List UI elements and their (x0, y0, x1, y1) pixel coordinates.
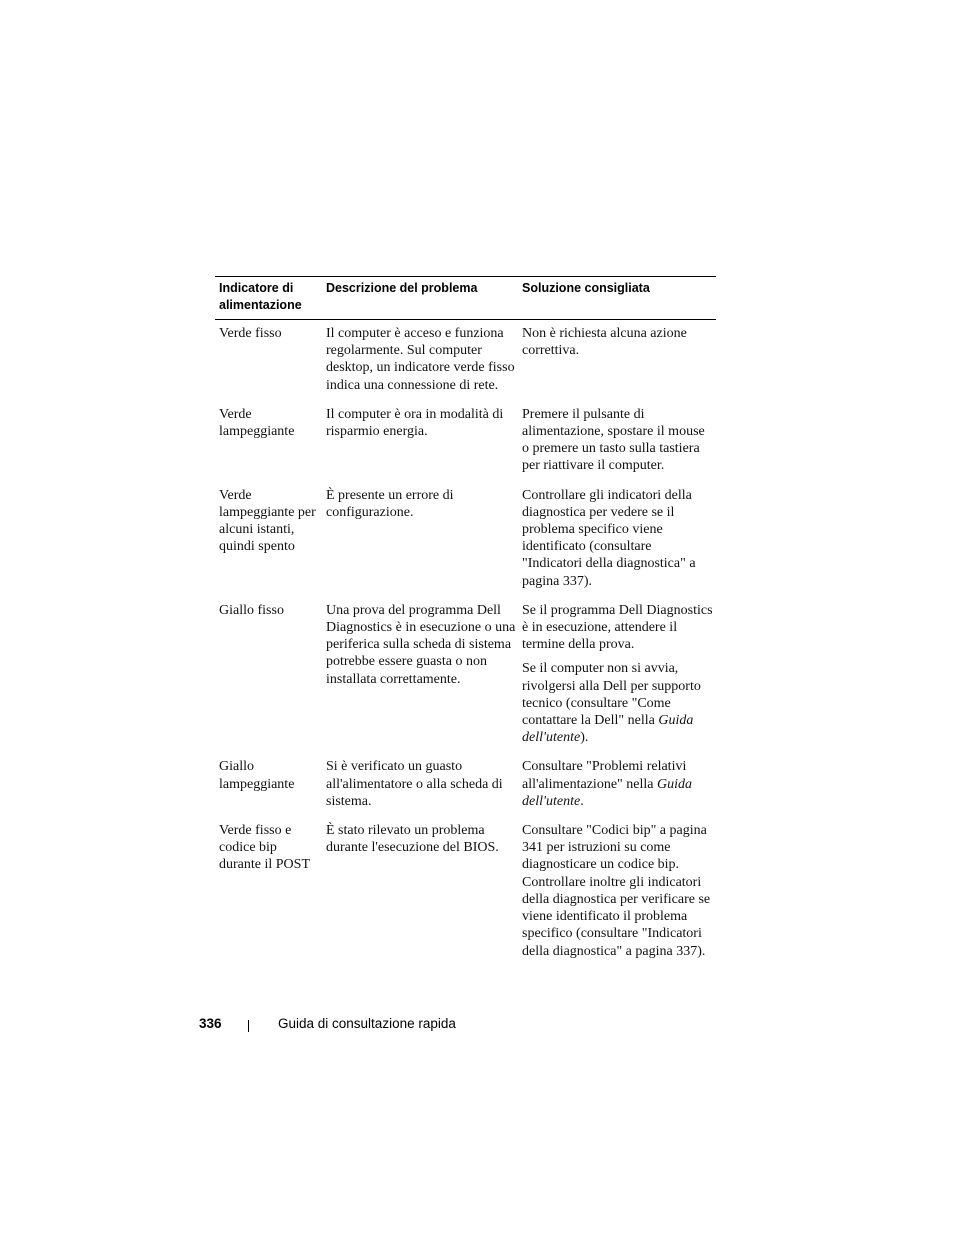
page-footer (0, 1016, 954, 1036)
footer-separator (248, 1020, 249, 1032)
cell-problem: Il computer è acceso e funziona regolarmente. Sul computer desktop, un indicatore verde fisso indica una connessione di rete. (326, 326, 515, 393)
cell-solution (518, 325, 716, 394)
solution-text: Consultare "Problemi relativi all'alimentazione" nella (522, 759, 687, 792)
cell-solution (518, 406, 716, 475)
solution-paragraph: Controllare gli indicatori della diagnostica per vedere se il problema specifico viene identificato (consultare "Indicatori della diagnostica" a pagina 337). (522, 487, 696, 589)
cell-indicator: Verde lampeggiante (219, 406, 295, 440)
table-row (215, 817, 716, 960)
table-body (215, 320, 716, 960)
solution-paragraph: Consultare "Codici bip" a pagina 341 per istruzioni su come diagnosticare un codice bip. Controllare inoltre gli indicatori della diagnostica per verificare se viene identificato il problema specifico (consultare "Indicatori della diagnostica" a pagina 337). (522, 823, 711, 959)
solution-paragraph: Premere il pulsante di alimentazione, spostare il mouse o premere un tasto sulla tastiera per riattivare il computer. (522, 406, 705, 474)
cell-solution (518, 602, 716, 747)
footer-title: Guida di consultazione rapida (278, 1016, 456, 1031)
cell-indicator: Giallo lampeggiante (219, 759, 295, 792)
solution-paragraph (522, 660, 714, 746)
table-header-row (215, 277, 716, 320)
solution-italic-ref: Guida dell'utente (522, 713, 694, 746)
cell-problem: Una prova del programma Dell Diagnostics è in esecuzione o una periferica sulla scheda di sistema potrebbe essere guasta o non installata correttamente. (326, 602, 516, 687)
header-indicator: Indicatore di alimentazione (219, 281, 302, 312)
table-row (215, 401, 716, 482)
solution-paragraph: Non è richiesta alcuna azione correttiva. (522, 326, 687, 359)
cell-problem: È stato rilevato un problema durante l'esecuzione del BIOS. (326, 823, 499, 856)
cell-indicator: Giallo fisso (219, 602, 284, 618)
cell-problem: È presente un errore di configurazione. (326, 487, 454, 520)
table-row (215, 753, 716, 817)
header-solution: Soluzione consigliata (522, 281, 650, 295)
power-indicator-table (215, 276, 716, 960)
cell-solution (518, 758, 716, 810)
table-row (215, 482, 716, 597)
cell-problem: Il computer è ora in modalità di risparmio energia. (326, 406, 504, 440)
cell-problem: Si è verificato un guasto all'alimentatore o alla scheda di sistema. (326, 759, 503, 809)
solution-text-end: ). (580, 730, 589, 746)
cell-indicator: Verde fisso e codice bip durante il POST (219, 823, 310, 873)
header-problem: Descrizione del problema (326, 281, 478, 295)
solution-italic-ref: Guida dell'utente (522, 776, 692, 809)
table-row (215, 320, 716, 401)
solution-paragraph (522, 758, 714, 810)
cell-solution (518, 822, 716, 960)
cell-indicator: Verde lampeggiante per alcuni istanti, quindi spento (219, 487, 316, 555)
solution-text: Se il computer non si avvia, rivolgersi alla Dell per supporto tecnico (consultare "Come contattare la Dell" nella (522, 661, 701, 729)
page-number: 336 (199, 1016, 222, 1031)
table-row (215, 597, 716, 754)
cell-indicator: Verde fisso (219, 326, 282, 341)
solution-paragraph: Se il programma Dell Diagnostics è in esecuzione, attendere il termine della prova. (522, 602, 713, 653)
solution-text-end: . (580, 793, 584, 809)
cell-solution (518, 487, 716, 590)
